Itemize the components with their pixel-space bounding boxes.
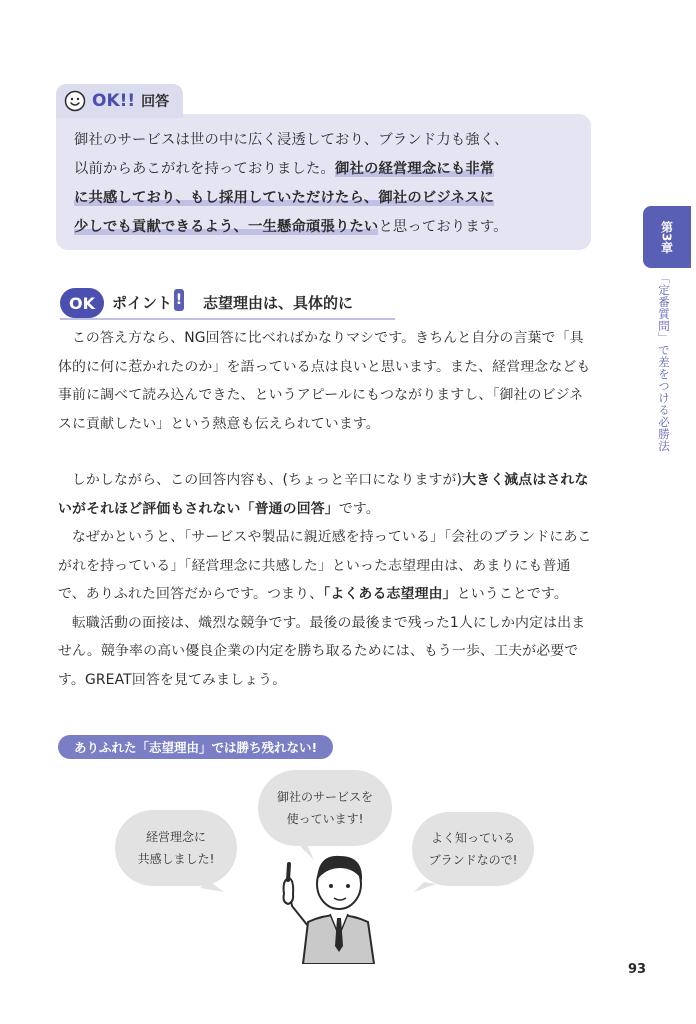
chapter-title: 「定番質問」で差をつける必勝法 xyxy=(657,272,671,452)
speech-bubble-left: 経営理念に 共感しました! xyxy=(115,810,237,886)
businessman-illustration xyxy=(108,840,568,964)
speech-bubble-right: よく知っている ブランドなので! xyxy=(412,812,534,886)
smiley-icon xyxy=(64,90,86,112)
body-paragraph-2: しかしながら、この回答内容も、(ちょっと辛口になりますが)大きく減点はされないがそれほど評価もされない「普通の回答」です。 xyxy=(58,472,589,517)
exclamation-icon: ! xyxy=(174,289,184,311)
page-number: 93 xyxy=(628,962,647,977)
ok-label: OK!! xyxy=(92,91,136,111)
body-paragraph-3: なぜかというと、「サービスや製品に親近感を持っている」「会社のブランドにあこがれを持っている」「経営理念に共感した」といった志望理由は、あまりにも普通で、ありふれた回答だからです。つまり、「よくある志望理由」ということです。 xyxy=(58,529,592,602)
point-label: ポイント xyxy=(112,294,173,312)
body-paragraph-4: 転職活動の面接は、熾烈な競争です。最後の最後まで残った1人にしか内定は出ません。競争率の高い優良企業の内定を勝ち取るためには、もう一歩、工夫が必要です。GREAT回答を見てみましょう。 xyxy=(58,614,586,688)
ok-line-1: 御社のサービスは世の中に広く浸透しており、ブランド力も強く、 xyxy=(74,132,509,148)
body-paragraph-1: この答え方なら、NG回答に比べればかなりマシです。きちんと自分の言葉で「具体的に何に惹かれたのか」を語っている点は良いと思います。また、経営理念なども事前に調べて読み込んできた、というアピールにもつながりますし、「御社のビジネスに貢献したい」という熱意も伝えられています。 xyxy=(58,330,591,432)
ok-line-4: 少しでも貢献できるよう、一生懸命頑張りたいと思っております。 xyxy=(74,219,508,235)
ok-answer-tab xyxy=(56,84,183,118)
point-title: 志望理由は、具体的に xyxy=(203,294,354,312)
ok-heading: 回答 xyxy=(141,94,170,110)
ok-line-3: に共感しており、もし採用していただけたら、御社のビジネスに xyxy=(74,190,494,206)
illustration-caption: ありふれた「志望理由」では勝ち残れない! xyxy=(58,735,333,759)
ok-badge: OK xyxy=(60,288,104,318)
ok-answer-text xyxy=(74,126,579,242)
speech-bubble-center: 御社のサービスを 使っています! xyxy=(258,770,392,846)
ok-line-2: 以前からあこがれを持っておりました。御社の経営理念にも非常 xyxy=(74,161,495,177)
point-underline xyxy=(60,318,395,320)
chapter-tab: 第3章 xyxy=(643,206,691,268)
body-paragraphs xyxy=(58,466,592,694)
